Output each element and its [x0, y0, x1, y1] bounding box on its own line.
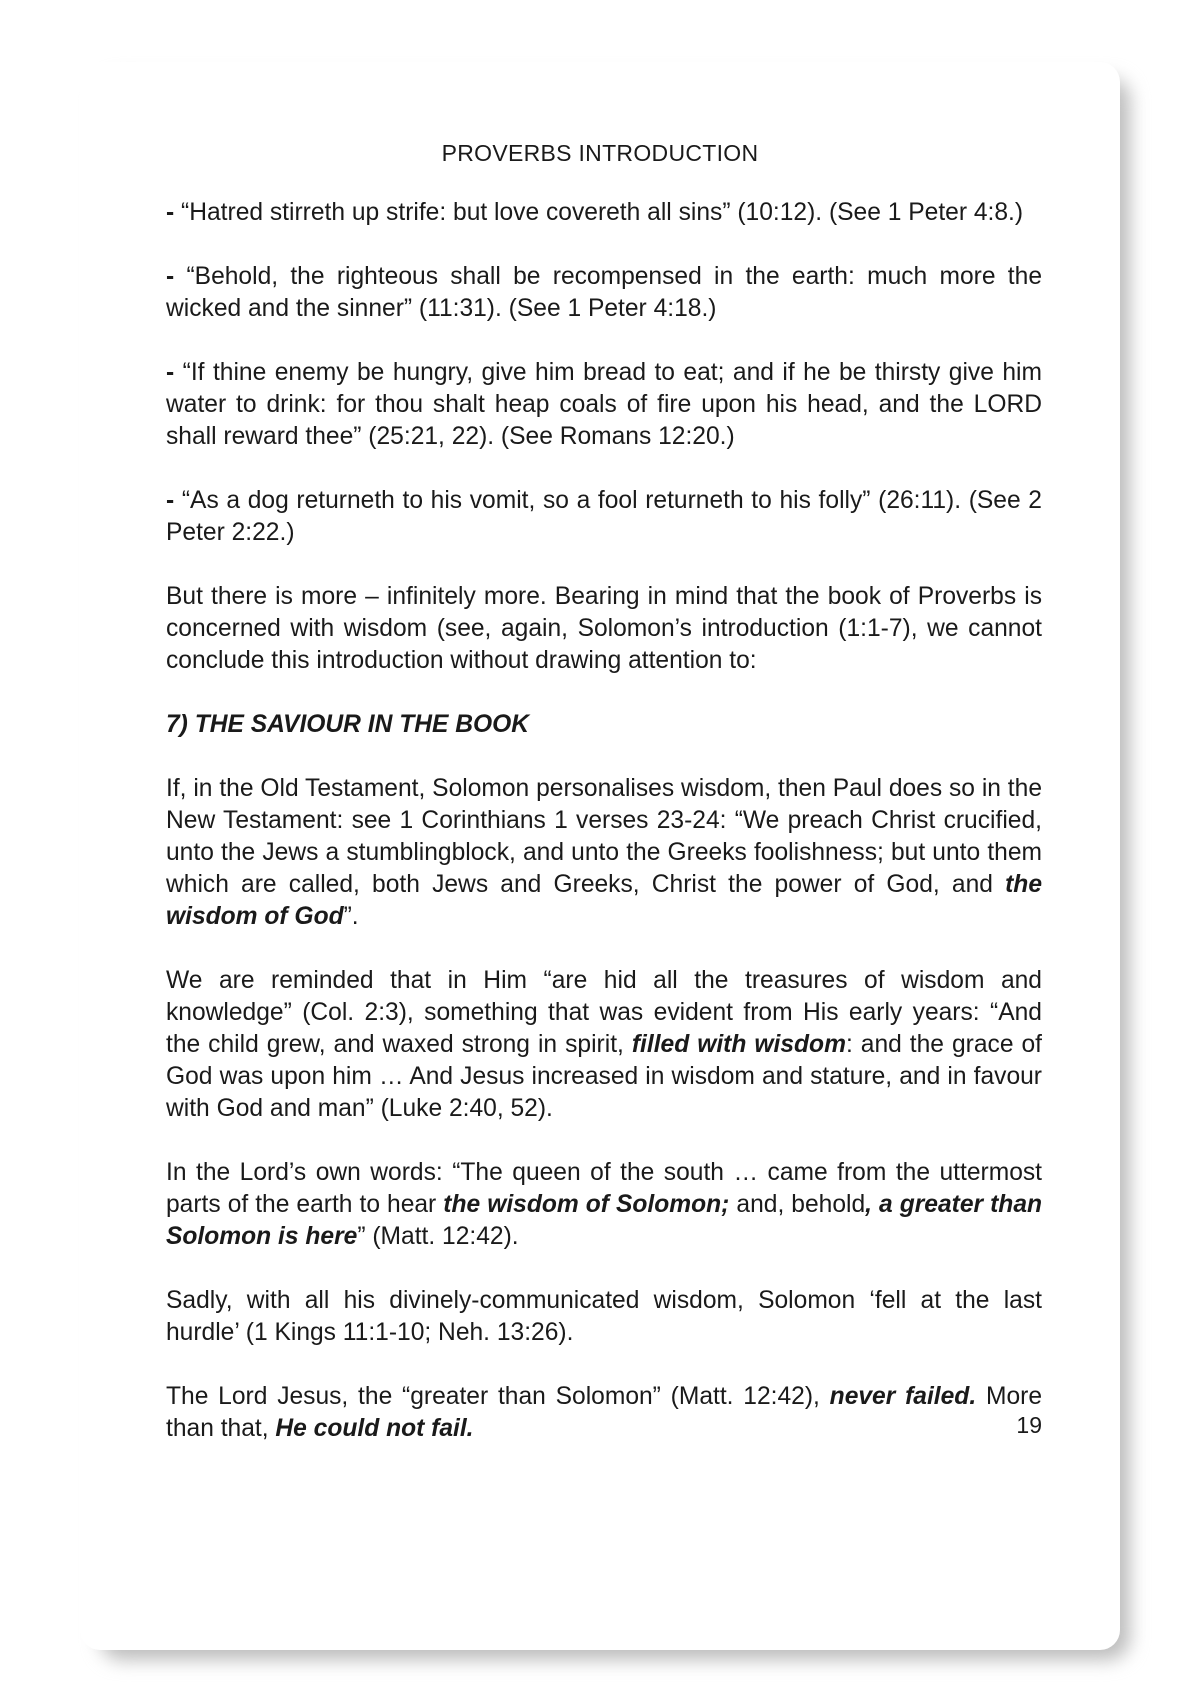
- text-run: and, behold: [729, 1191, 866, 1218]
- emphasis-greater-than-solomon: , a greater than Solomon is here: [166, 1191, 1043, 1250]
- paragraph-reminded: [166, 965, 1042, 1125]
- quote-text: “Behold, the righteous shall be recompensed in the earth: much more the wicked and the sinner” (11:31). (See 1 Peter 4:18.): [166, 263, 1042, 322]
- paragraph-jesus: [166, 1381, 1042, 1445]
- page-number: 19: [1016, 1412, 1042, 1438]
- quote-dash: -: [166, 487, 175, 514]
- text-run: If, in the Old Testament, Solomon personalises wisdom, then Paul does so in the New Testament: see 1 Corinthians 1 verses 23-24: “We preach Christ crucified, unto the Jews a stumblingblock, and unto the Greeks foolishness; but unto them which are called, both Jews and Greeks, Christ the power of God, and: [166, 775, 1042, 898]
- text-run: ”.: [343, 903, 359, 930]
- running-head: PROVERBS INTRODUCTION: [441, 140, 759, 166]
- quote-dash: -: [166, 359, 175, 386]
- text-run: In the Lord’s own words: “The queen of the south … came from the uttermost parts of the earth to hear: [166, 1159, 1042, 1218]
- quote-dash: -: [166, 199, 175, 226]
- emphasis-never-failed: never failed.: [829, 1383, 977, 1410]
- text-run: More than that,: [166, 1383, 1042, 1442]
- text-run: The Lord Jesus, the “greater than Solomon” (Matt. 12:42),: [166, 1383, 830, 1410]
- emphasis-filled-with-wisdom: filled with wisdom: [631, 1031, 846, 1058]
- quote-text: “Hatred stirreth up strife: but love covereth all sins” (10:12). (See 1 Peter 4:8.): [174, 199, 1024, 226]
- paragraph-sadly: Sadly, with all his divinely-communicated wisdom, Solomon ‘fell at the last hurdle’ (1 Kings 11:1-10; Neh. 13:26).: [166, 1287, 1042, 1346]
- emphasis-wisdom-of-solomon: the wisdom of Solomon;: [443, 1191, 730, 1218]
- text-run: We are reminded that in Him “are hid all the treasures of wisdom and knowledge” (Col. 2:3), something that was evident from His early years: “And the child grew, and waxed strong in spirit,: [166, 967, 1042, 1058]
- quote-dash: -: [166, 263, 175, 290]
- quote-paragraph: [166, 357, 1042, 453]
- quote-paragraph: [166, 197, 1042, 229]
- page-content: [166, 197, 1042, 1477]
- quote-text: “If thine enemy be hungry, give him bread to eat; and if he be thirsty give him water to drink: for thou shalt heap coals of fire upon his head, and the LORD shall reward thee” (25:21, 22). (See Romans 12:20.): [166, 359, 1042, 450]
- section-heading: 7) THE SAVIOUR IN THE BOOK: [166, 711, 530, 738]
- paragraph-lord: [166, 1157, 1042, 1253]
- book-page: [80, 62, 1120, 1650]
- text-run: ” (Matt. 12:42).: [357, 1223, 519, 1250]
- quote-paragraph: [166, 485, 1042, 549]
- emphasis-wisdom-of-god: the wisdom of God: [166, 871, 1042, 930]
- emphasis-could-not-fail: He could not fail.: [275, 1415, 474, 1442]
- paragraph-paul: [166, 773, 1042, 933]
- quote-paragraph: [166, 261, 1042, 325]
- paragraph-more: But there is more – infinitely more. Bearing in mind that the book of Proverbs is concerned with wisdom (see, again, Solomon’s introduction (1:1-7), we cannot conclude this introduction without drawing attention to:: [166, 583, 1042, 674]
- text-run: : and the grace of God was upon him … And Jesus increased in wisdom and stature, and in favour with God and man” (Luke 2:40, 52).: [166, 1031, 1042, 1122]
- quote-text: “As a dog returneth to his vomit, so a fool returneth to his folly” (26:11). (See 2 Peter 2:22.): [166, 487, 1042, 546]
